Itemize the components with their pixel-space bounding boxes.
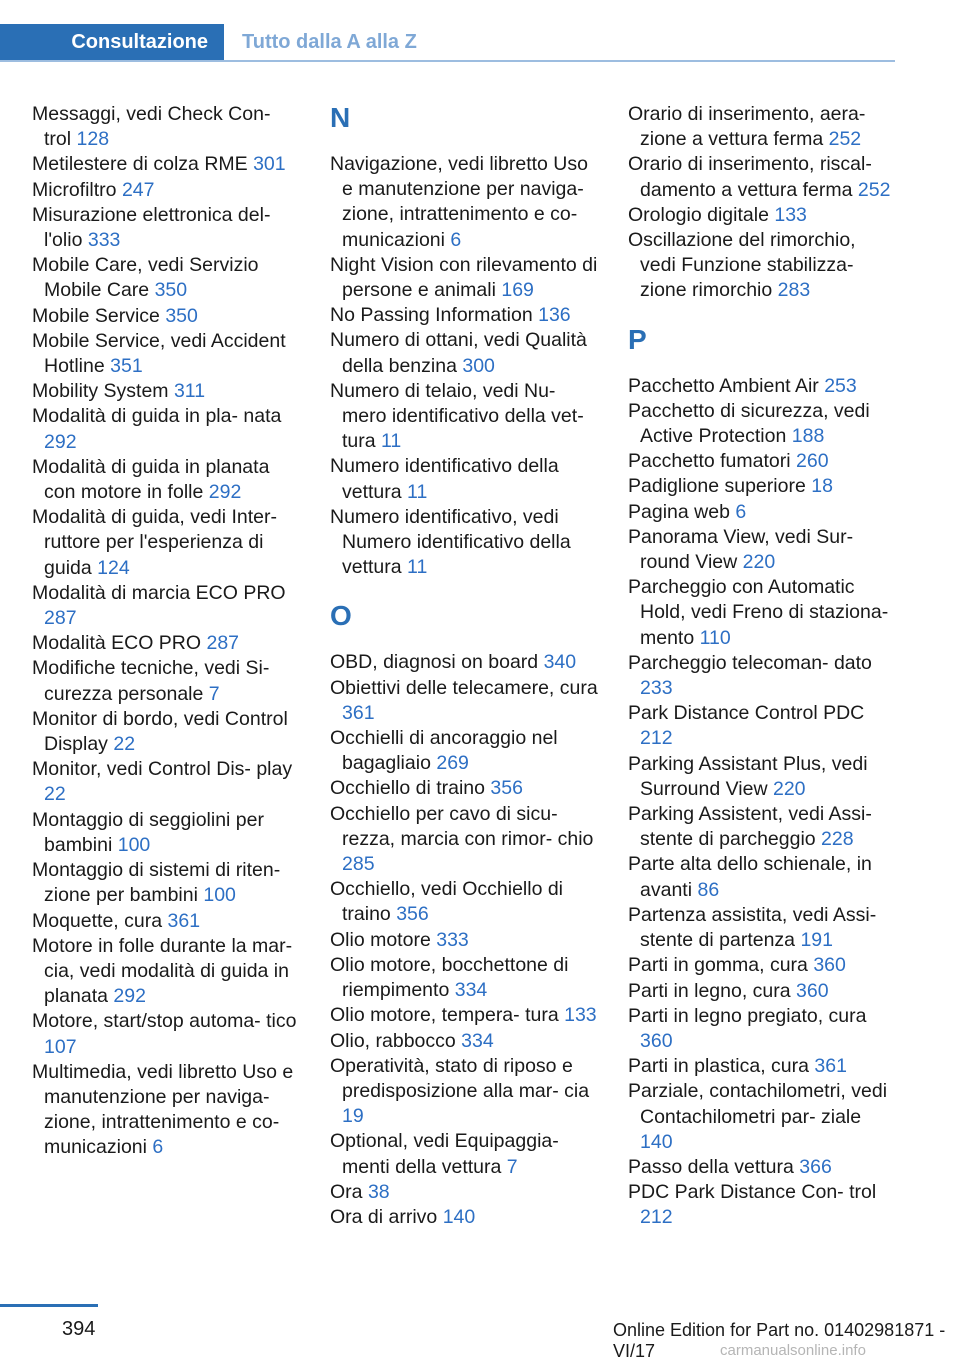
index-entry-text: Padiglione superiore <box>628 475 806 498</box>
page-reference-link[interactable]: 11 <box>381 430 402 453</box>
page-reference-link[interactable]: 228 <box>821 828 854 851</box>
index-entry-text: Microfiltro <box>32 178 117 201</box>
index-entry <box>32 1060 300 1161</box>
index-entry <box>628 979 896 1004</box>
page-reference-link[interactable]: 340 <box>543 651 577 674</box>
index-entry-text: Occhiello di traino <box>330 777 485 800</box>
index-entry <box>330 776 598 801</box>
index-entry-text: Olio motore <box>330 928 431 951</box>
footer-rule <box>0 1304 98 1307</box>
index-entry <box>628 1054 896 1079</box>
index-entry <box>330 726 598 776</box>
page-reference-link[interactable]: 252 <box>857 178 891 201</box>
index-entry <box>330 328 598 378</box>
index-entry <box>628 903 896 953</box>
index-entry <box>32 808 300 858</box>
page-header <box>0 24 895 62</box>
page-reference-link[interactable]: 100 <box>117 833 151 856</box>
page-reference-link[interactable]: 22 <box>44 783 66 806</box>
page-reference-link[interactable]: 169 <box>501 279 534 302</box>
page-reference-link[interactable]: 334 <box>461 1029 494 1052</box>
index-entry <box>32 203 300 253</box>
index-entry <box>628 752 896 802</box>
index-entry <box>330 1054 598 1130</box>
index-entry <box>628 449 896 474</box>
index-entry-text: Olio motore, bocchettone di riempimento <box>330 953 569 1002</box>
page-reference-link[interactable]: 334 <box>454 979 488 1002</box>
page-reference-link[interactable]: 269 <box>436 752 469 775</box>
index-entry-text: Occhielli di ancoraggio nel bagagliaio <box>330 727 558 775</box>
page-reference-link[interactable]: 140 <box>442 1205 476 1228</box>
index-entry-text: Oscillazione del rimorchio, vedi Funzione stabilizza‐ zione rimorchio <box>628 229 856 302</box>
page-reference-link[interactable]: 361 <box>167 909 201 932</box>
index-entry <box>32 379 300 404</box>
page-reference-link[interactable]: 7 <box>506 1155 518 1178</box>
index-entry <box>32 909 300 934</box>
index-entry <box>628 1004 896 1054</box>
page-reference-link[interactable]: 356 <box>396 903 429 926</box>
index-entry-text: Numero di telaio, vedi Nu‐ mero identificativo della vet‐ tura <box>330 379 584 453</box>
index-entry <box>628 1155 896 1180</box>
index-entry <box>628 1079 896 1155</box>
index-column-3 <box>628 102 896 1231</box>
index-entry <box>32 102 300 152</box>
index-entry <box>32 1009 300 1059</box>
index-entry-text: Mobile Care, vedi Servizio Mobile Care <box>32 254 259 302</box>
page-reference-link[interactable]: 311 <box>173 380 206 403</box>
index-entry <box>32 178 300 203</box>
index-entry-text: Passo della vettura <box>628 1155 794 1178</box>
page-reference-link[interactable]: 300 <box>462 354 495 377</box>
page-reference-link[interactable]: 287 <box>206 632 240 655</box>
page-reference-link[interactable]: 136 <box>538 304 571 327</box>
section-tab[interactable]: Consultazione <box>0 24 224 60</box>
section-gap <box>330 580 598 600</box>
page-reference-link[interactable]: 212 <box>640 1206 673 1229</box>
page-reference-link[interactable]: 252 <box>828 128 862 151</box>
index-entry <box>628 500 896 525</box>
index-entry <box>330 802 598 878</box>
index-entry <box>628 953 896 978</box>
page-reference-link[interactable]: 100 <box>203 884 236 907</box>
index-entry-text: Orologio digitale <box>628 203 769 226</box>
index-entry <box>330 1003 598 1028</box>
page-reference-link[interactable]: 351 <box>110 355 143 378</box>
index-entry <box>330 454 598 504</box>
index-entry-text: Olio, rabbocco <box>330 1029 456 1052</box>
index-entry-text: Motore in folle durante la mar‐ cia, vedi modalità di guida in planata <box>32 934 293 1008</box>
page-reference-link[interactable]: 366 <box>799 1155 832 1178</box>
page-reference-link[interactable]: 110 <box>699 626 731 649</box>
page-reference-link[interactable]: 220 <box>742 551 776 574</box>
page-reference-link[interactable]: 128 <box>76 128 110 151</box>
page-reference-link[interactable]: 253 <box>824 374 857 397</box>
index-entry-text: Parti in plastica, cura <box>628 1055 809 1078</box>
index-entry <box>330 650 598 675</box>
index-entry-text: Partenza assistita, vedi Assi‐ stente di partenza <box>628 903 877 952</box>
page-reference-link[interactable]: 333 <box>436 928 469 951</box>
index-entry <box>628 525 896 575</box>
index-entry-text: Operatività, stato di riposo e predisposizione alla mar‐ cia <box>330 1054 590 1102</box>
page-reference-link[interactable]: 260 <box>796 450 829 473</box>
page-reference-link[interactable]: 287 <box>44 607 77 630</box>
index-entry-text: Parking Assistent, vedi Assi‐ stente di parcheggio <box>628 803 872 851</box>
index-entry-text: Orario di inserimento, riscal‐ damento a vettura ferma <box>628 153 872 201</box>
page-reference-link[interactable]: 11 <box>407 556 428 579</box>
subsection-tab[interactable]: Tutto dalla A alla Z <box>242 31 417 53</box>
index-entry-text: Montaggio di sistemi di riten‐ zione per bambini <box>32 859 281 907</box>
index-entry-text: Multimedia, vedi libretto Uso e manutenzione per naviga‐ zione, intrattenimento e co‐ municazioni <box>32 1060 294 1159</box>
index-entry-text: Olio motore, tempera‐ tura <box>330 1004 559 1027</box>
index-entry-text: Parcheggio con Automatic Hold, vedi Freno di staziona‐ mento <box>628 576 889 649</box>
index-entry <box>32 934 300 1010</box>
header-rule <box>0 60 895 62</box>
index-entry-text: Parking Assistant Plus, vedi Surround View <box>628 752 868 800</box>
index-column-1 <box>32 102 300 1161</box>
page-reference-link[interactable]: 191 <box>800 929 833 952</box>
index-entry <box>628 1180 896 1230</box>
page-reference-link[interactable]: 292 <box>113 985 146 1008</box>
index-entry-text: Numero di ottani, vedi Qualità della benzina <box>330 329 587 377</box>
index-entry <box>330 1205 598 1230</box>
index-entry-text: Occhiello per cavo di sicu‐ rezza, marcia con rimor‐ chio <box>330 802 594 850</box>
index-entry <box>32 656 300 706</box>
index-entry <box>330 1129 598 1179</box>
index-entry-text: Panorama View, vedi Sur‐ round View <box>628 525 854 574</box>
index-entry <box>32 631 300 656</box>
index-entry-text: Numero identificativo, vedi Numero identificativo della vettura <box>330 505 571 579</box>
index-entry <box>628 701 896 751</box>
index-entry <box>32 304 300 329</box>
page-reference-link[interactable]: 107 <box>44 1035 77 1058</box>
index-entry-text: Occhiello, vedi Occhiello di traino <box>330 878 564 926</box>
index-entry-text: PDC Park Distance Con‐ trol <box>628 1181 877 1204</box>
index-entry-text: Moquette, cura <box>32 909 163 932</box>
index-entry-text: Parte alta dello schienale, in avanti <box>628 853 872 901</box>
index-entry <box>330 877 598 927</box>
index-entry <box>32 455 300 505</box>
index-entry <box>628 374 896 399</box>
page-reference-link[interactable]: 124 <box>97 556 130 579</box>
index-entry-text: Metilestere di colza RME <box>32 153 248 176</box>
index-entry <box>330 1029 598 1054</box>
index-entry-text: Misurazione elettronica del‐ l'olio <box>32 203 271 252</box>
page-reference-link[interactable]: 212 <box>640 727 673 750</box>
index-entry-text: Montaggio di seggiolini per bambini <box>32 808 264 856</box>
index-entry <box>330 1180 598 1205</box>
index-entry <box>330 676 598 726</box>
index-entry <box>32 152 300 177</box>
index-entry <box>330 953 598 1003</box>
edition-note: Online Edition for Part no. 01402981871 - VI/17 <box>613 1320 946 1361</box>
index-entry <box>32 329 300 379</box>
index-entry <box>330 303 598 328</box>
page-reference-link[interactable]: 6 <box>735 500 747 523</box>
page-reference-link[interactable]: 220 <box>772 777 806 800</box>
index-entry-text: Motore, start/stop automa‐ tico <box>32 1010 297 1033</box>
page-reference-link[interactable]: 19 <box>342 1105 364 1128</box>
index-entry <box>628 474 896 499</box>
index-entry <box>32 858 300 908</box>
page-reference-link[interactable]: 247 <box>121 178 155 201</box>
index-entry <box>32 581 300 631</box>
index-entry-text: Navigazione, vedi libretto Uso e manutenzione per naviga‐ zione, intrattenimento e co‐ municazioni <box>330 153 588 251</box>
index-entry <box>628 152 896 202</box>
index-entry-text: Modalità di guida in planata con motore in folle <box>32 455 270 504</box>
page-reference-link[interactable]: 350 <box>154 279 188 302</box>
page-reference-link[interactable]: 18 <box>811 475 833 498</box>
index-entry-text: Parti in legno, cura <box>628 979 791 1002</box>
page-reference-link[interactable]: 6 <box>152 1136 164 1159</box>
page-reference-link[interactable]: 38 <box>367 1180 390 1203</box>
page-reference-link[interactable]: 133 <box>564 1004 597 1027</box>
page-reference-link[interactable]: 7 <box>208 682 220 705</box>
index-entry-text: Parti in legno pregiato, cura <box>628 1004 867 1027</box>
index-entry-text: Optional, vedi Equipaggia‐ menti della vettura <box>330 1130 559 1178</box>
index-entry-text: Modalità ECO PRO <box>32 632 202 655</box>
index-entry <box>32 757 300 807</box>
index-entry <box>628 575 896 651</box>
page-reference-link[interactable]: 22 <box>113 733 136 756</box>
page-reference-link[interactable]: 301 <box>253 153 286 176</box>
index-letter-heading: N <box>330 102 351 133</box>
index-entry-text: Ora <box>330 1180 363 1203</box>
index-entry-text: Orario di inserimento, aera‐ zione a vettura ferma <box>628 103 866 151</box>
index-entry-text: Modifiche tecniche, vedi Si‐ curezza personale <box>32 657 270 705</box>
index-entry <box>628 203 896 228</box>
page-reference-link[interactable]: 6 <box>450 228 462 251</box>
index-entry-text: Modalità di marcia ECO PRO <box>32 581 286 604</box>
index-entry <box>32 505 300 581</box>
index-entry-text: Modalità di guida, vedi Inter‐ ruttore per l'esperienza di guida <box>32 506 277 579</box>
section-gap <box>628 304 896 324</box>
index-entry <box>628 102 896 152</box>
page-reference-link[interactable]: 360 <box>813 954 846 977</box>
index-entry-text: Ora di arrivo <box>330 1205 438 1228</box>
page-reference-link[interactable]: 360 <box>640 1029 673 1052</box>
index-entry-text: Pagina web <box>628 500 730 523</box>
index-entry-text: Obiettivi delle telecamere, cura <box>330 676 598 699</box>
index-entry <box>628 852 896 902</box>
page-reference-link[interactable]: 361 <box>814 1055 847 1078</box>
page-reference-link[interactable]: 283 <box>777 279 811 302</box>
index-entry <box>330 928 598 953</box>
index-entry-text: Night Vision con rilevamento di persone e animali <box>330 253 598 302</box>
index-entry-text: Pacchetto di sicurezza, vedi Active Protection <box>628 399 870 448</box>
index-entry <box>330 253 598 303</box>
page-reference-link[interactable]: 350 <box>165 304 198 327</box>
index-entry <box>32 404 300 454</box>
index-entry-text: Monitor, vedi Control Dis‐ play <box>32 758 293 781</box>
page-reference-link[interactable]: 140 <box>640 1130 673 1153</box>
page-reference-link[interactable]: 285 <box>342 853 375 876</box>
index-entry-text: Mobile Service, vedi Accident Hotline <box>32 329 286 378</box>
index-entry <box>330 505 598 581</box>
page-reference-link[interactable]: 333 <box>87 229 121 252</box>
index-entry-text: Modalità di guida in pla‐ nata <box>32 405 282 428</box>
index-entry-text: Parcheggio telecoman‐ dato <box>628 651 872 674</box>
page-reference-link[interactable]: 188 <box>791 425 825 448</box>
index-entry <box>628 802 896 852</box>
index-entry-text: Monitor di bordo, vedi Control Display <box>32 707 288 756</box>
index-entry-text: Messaggi, vedi Check Con‐ trol <box>32 103 271 151</box>
page-reference-link[interactable]: 292 <box>208 481 242 504</box>
index-entry-text: Numero identificativo della vettura <box>330 455 559 503</box>
page-reference-link[interactable]: 360 <box>796 979 829 1002</box>
index-column-2 <box>330 102 598 1230</box>
index-entry-text: Parziale, contachilometri, vedi Contachilometri par‐ ziale <box>628 1080 888 1128</box>
index-entry <box>330 152 598 253</box>
watermark: carmanualsonline.info <box>720 1342 866 1359</box>
page-reference-link[interactable]: 356 <box>490 777 523 800</box>
index-entry-text: OBD, diagnosi on board <box>330 651 539 674</box>
index-letter-heading: P <box>628 323 647 355</box>
index-entry <box>628 651 896 701</box>
index-entry-text: Pacchetto Ambient Air <box>628 374 819 397</box>
index-letter-heading: O <box>330 600 352 632</box>
page-number: 394 <box>62 1318 96 1340</box>
page-reference-link[interactable]: 11 <box>407 480 428 503</box>
index-entry-text: Pacchetto fumatori <box>628 450 791 473</box>
index-entry-text: Parti in gomma, cura <box>628 954 808 977</box>
index-entry <box>628 228 896 304</box>
index-entry-text: Park Distance Control PDC <box>628 702 865 725</box>
index-entry <box>330 379 598 455</box>
page-reference-link[interactable]: 86 <box>697 878 720 901</box>
page-reference-link[interactable]: 361 <box>342 701 375 724</box>
page-reference-link[interactable]: 292 <box>44 430 77 453</box>
page-reference-link[interactable]: 133 <box>774 203 807 226</box>
index-entry <box>32 253 300 303</box>
index-entry-text: No Passing Information <box>330 304 533 327</box>
page-reference-link[interactable]: 233 <box>640 677 673 700</box>
index-entry <box>32 707 300 757</box>
index-entry-text: Mobility System <box>32 380 169 403</box>
index-entry <box>628 399 896 449</box>
index-entry-text: Mobile Service <box>32 304 160 327</box>
